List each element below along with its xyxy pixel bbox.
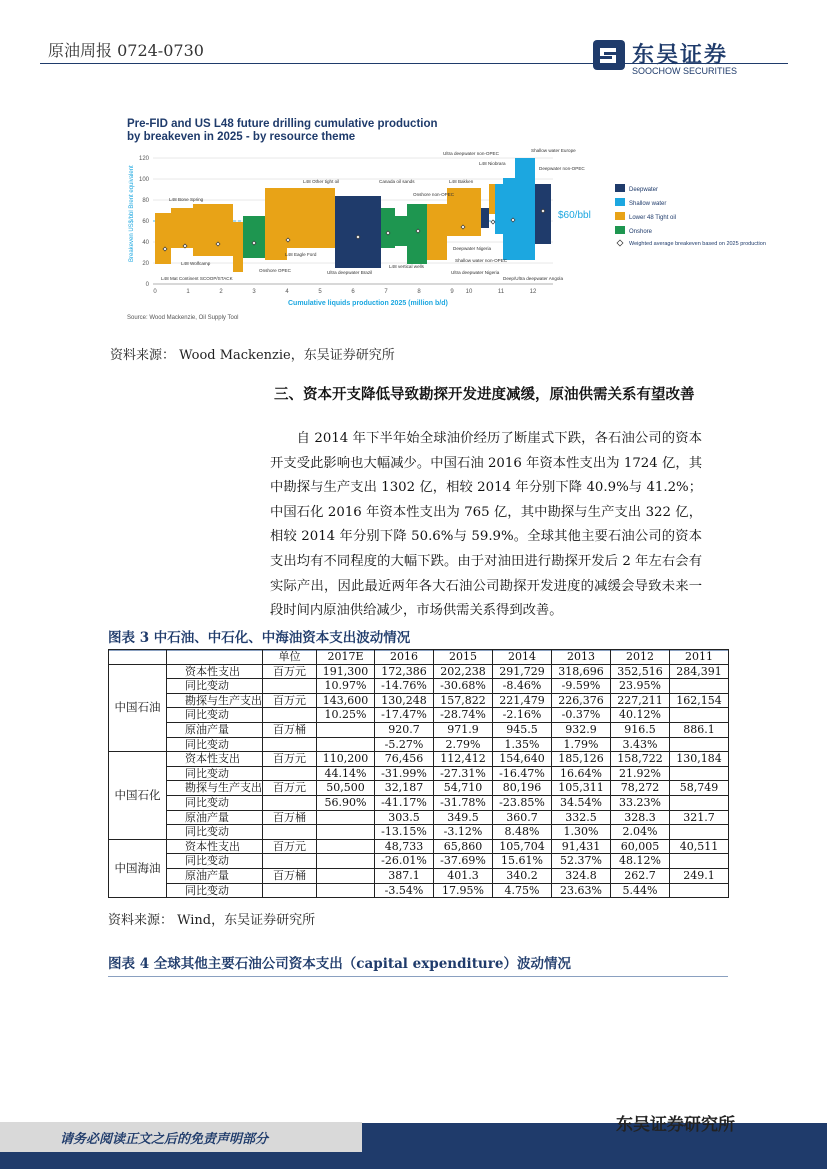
table-row (109, 722, 729, 737)
value-cell: 932.9 (552, 722, 611, 737)
value-cell: 15.61% (493, 854, 552, 869)
breakeven-chart (113, 112, 766, 327)
bar (233, 222, 243, 272)
unit-cell: 百万桶 (263, 868, 317, 883)
bar (243, 216, 265, 258)
value-cell (670, 795, 729, 810)
unit-cell (263, 766, 317, 781)
x-tick: 1 (186, 289, 190, 295)
value-cell: -23.85% (493, 795, 552, 810)
chart-legend (615, 184, 766, 247)
annotation: Deepwater non-OPEC (539, 166, 585, 171)
x-tick: 9 (450, 289, 454, 295)
bar (427, 204, 447, 260)
value-cell: -8.46% (493, 679, 552, 694)
legend-label: Weighted average breakeven based on 2025 production (629, 241, 766, 247)
bar (481, 208, 489, 228)
value-cell: -5.27% (375, 737, 434, 752)
value-cell: 78,272 (611, 781, 670, 796)
value-cell: -3.12% (434, 825, 493, 840)
company-cell: 中国石油 (109, 664, 167, 752)
value-cell: 143,600 (317, 693, 375, 708)
table-row (109, 825, 729, 840)
annotation: L48 Mat Continent SCOOP/STACK (161, 276, 233, 281)
value-cell: 8.48% (493, 825, 552, 840)
unit-cell: 百万元 (263, 693, 317, 708)
value-cell: 105,311 (552, 781, 611, 796)
x-tick: 12 (529, 289, 537, 295)
value-cell: 56.90% (317, 795, 375, 810)
annotation: L48 Bone Spring (169, 197, 204, 202)
chart-xlabel: Cumulative liquids production 2025 (million b/d) (288, 300, 448, 307)
table-header-cell (109, 650, 167, 665)
section-heading: 三、资本开支降低导致勘探开发进度减缓，原油供需关系有望改善 (274, 386, 695, 403)
value-cell: 58,749 (670, 781, 729, 796)
table-row (109, 810, 729, 825)
value-cell: 262.7 (611, 868, 670, 883)
chart-source: Source: Wood Mackenzie, Oil Supply Tool (127, 315, 239, 321)
value-cell: 172,386 (375, 664, 434, 679)
value-cell: 130,184 (670, 752, 729, 767)
value-cell (317, 722, 375, 737)
value-cell: 10.25% (317, 708, 375, 723)
value-cell: 185,126 (552, 752, 611, 767)
value-cell: -41.17% (375, 795, 434, 810)
value-cell: 360.7 (493, 810, 552, 825)
unit-cell (263, 795, 317, 810)
value-cell (670, 825, 729, 840)
value-cell: -27.31% (434, 766, 493, 781)
value-cell: 886.1 (670, 722, 729, 737)
bar (535, 184, 551, 244)
metric-label: 同比变动 (167, 825, 263, 840)
metric-label: 勘探与生产支出 (167, 781, 263, 796)
value-cell: 227,211 (611, 693, 670, 708)
value-cell: 401.3 (434, 868, 493, 883)
x-tick: 10 (465, 289, 473, 295)
annotation: Canada oil sands (379, 179, 415, 184)
bar (265, 188, 287, 260)
value-cell (317, 810, 375, 825)
value-cell: 65,860 (434, 839, 493, 854)
value-cell: -30.68% (434, 679, 493, 694)
unit-cell (263, 708, 317, 723)
unit-cell (263, 737, 317, 752)
metric-label: 同比变动 (167, 737, 263, 752)
metric-label: 同比变动 (167, 883, 263, 898)
x-tick: 0 (153, 289, 157, 295)
bar (489, 184, 495, 214)
table-header-cell: 2012 (611, 650, 670, 665)
value-cell (317, 854, 375, 869)
unit-cell (263, 883, 317, 898)
value-cell: -0.37% (552, 708, 611, 723)
table-row (109, 679, 729, 694)
metric-label: 同比变动 (167, 708, 263, 723)
metric-label: 勘探与生产支出 (167, 693, 263, 708)
table-header-cell: 2017E (317, 650, 375, 665)
table-header-cell (167, 650, 263, 665)
value-cell: 33.23% (611, 795, 670, 810)
company-cell: 中国石化 (109, 752, 167, 840)
value-cell: 76,456 (375, 752, 434, 767)
value-cell: 284,391 (670, 664, 729, 679)
value-cell: -37.69% (434, 854, 493, 869)
value-cell (670, 737, 729, 752)
unit-cell (263, 825, 317, 840)
table-row (109, 854, 729, 869)
bar (155, 213, 171, 264)
annotation: L48 Wolfcamp (181, 261, 211, 266)
table-row (109, 795, 729, 810)
chart-ylabel: Breakeven US$/bbl Brent equivalent (129, 165, 135, 262)
bar (495, 184, 503, 234)
value-cell: 50,500 (317, 781, 375, 796)
value-cell: 971.9 (434, 722, 493, 737)
x-tick: 11 (497, 289, 505, 295)
value-cell: 318,696 (552, 664, 611, 679)
value-cell: 32,187 (375, 781, 434, 796)
bar (193, 204, 233, 256)
table-header-cell: 单位 (263, 650, 317, 665)
value-cell: 34.54% (552, 795, 611, 810)
legend-label: Shallow water (629, 201, 667, 207)
annotation: L48 Bakken (449, 179, 474, 184)
value-cell: -28.74% (434, 708, 493, 723)
value-cell: 44.14% (317, 766, 375, 781)
y-tick: 20 (142, 261, 149, 267)
bar (407, 204, 427, 264)
value-cell: 321.7 (670, 810, 729, 825)
metric-label: 同比变动 (167, 679, 263, 694)
metric-label: 原油产量 (167, 810, 263, 825)
annotation: L48 Other tight oil (303, 179, 340, 184)
value-cell: 40.12% (611, 708, 670, 723)
value-cell: 324.8 (552, 868, 611, 883)
value-cell: 349.5 (434, 810, 493, 825)
logo-chinese-name: 东吴证券 (632, 43, 729, 68)
table-source: 资料来源： Wind，东吴证券研究所 (108, 913, 316, 928)
value-cell: 48,733 (375, 839, 434, 854)
table-header-cell: 2016 (375, 650, 434, 665)
logo-mark-icon (592, 38, 626, 72)
bar (381, 208, 395, 248)
chart-title-line1: Pre-FID and US L48 future drilling cumulative production (127, 118, 438, 130)
unit-cell (263, 679, 317, 694)
bar (335, 196, 381, 268)
value-cell: 48.12% (611, 854, 670, 869)
value-cell (317, 868, 375, 883)
value-cell: 40,511 (670, 839, 729, 854)
annotation: Onshore OPEC (259, 268, 291, 273)
value-cell: -2.16% (493, 708, 552, 723)
value-cell: 303.5 (375, 810, 434, 825)
value-cell (670, 679, 729, 694)
value-cell: 249.1 (670, 868, 729, 883)
annotation: L48 vertical wells (389, 264, 424, 269)
value-cell: 91,431 (552, 839, 611, 854)
y-tick: 0 (145, 282, 149, 288)
table-row (109, 781, 729, 796)
value-cell: 4.75% (493, 883, 552, 898)
x-tick: 5 (318, 289, 322, 295)
value-cell: -17.47% (375, 708, 434, 723)
value-cell: 221,479 (493, 693, 552, 708)
value-cell: 332.5 (552, 810, 611, 825)
price-line-label: $60/bbl (558, 210, 591, 221)
metric-label: 资本性支出 (167, 664, 263, 679)
value-cell: 916.5 (611, 722, 670, 737)
y-tick: 100 (138, 177, 149, 183)
metric-label: 资本性支出 (167, 752, 263, 767)
table-row (109, 693, 729, 708)
annotation: Ultra deepwater Brazil (327, 270, 373, 275)
value-cell: 162,154 (670, 693, 729, 708)
value-cell: 54,710 (434, 781, 493, 796)
y-tick: 80 (142, 198, 149, 204)
table-row (109, 752, 729, 767)
value-cell: 328.3 (611, 810, 670, 825)
x-tick: 2 (219, 289, 223, 295)
y-tick: 60 (142, 219, 149, 225)
value-cell: 1.35% (493, 737, 552, 752)
value-cell: 17.95% (434, 883, 493, 898)
x-tick: 7 (384, 289, 388, 295)
bar (515, 158, 535, 260)
figure3-title: 图表 3 中石油、中石化、中海油资本支出波动情况 (108, 626, 728, 651)
table-row (109, 664, 729, 679)
metric-label: 同比变动 (167, 854, 263, 869)
value-cell: 23.95% (611, 679, 670, 694)
table-row (109, 868, 729, 883)
unit-cell: 百万元 (263, 839, 317, 854)
value-cell: 157,822 (434, 693, 493, 708)
value-cell: 23.63% (552, 883, 611, 898)
unit-cell (263, 854, 317, 869)
value-cell: -3.54% (375, 883, 434, 898)
annotation: Ultra deepwater Nigeria (451, 270, 500, 275)
value-cell (317, 883, 375, 898)
value-cell: -31.78% (434, 795, 493, 810)
annotation: L48 Niobrara (479, 161, 506, 166)
value-cell: 352,516 (611, 664, 670, 679)
annotation: Shallow water Europe (531, 148, 576, 153)
report-title: 原油周报 0724-0730 (48, 41, 204, 60)
bar (171, 208, 193, 248)
value-cell: -9.59% (552, 679, 611, 694)
value-cell: 3.43% (611, 737, 670, 752)
y-tick: 120 (138, 156, 149, 162)
value-cell: 158,722 (611, 752, 670, 767)
value-cell: 21.92% (611, 766, 670, 781)
value-cell: 60,005 (611, 839, 670, 854)
value-cell: 16.64% (552, 766, 611, 781)
figure-source: 资料来源： Wood Mackenzie，东吴证券研究所 (110, 348, 395, 363)
chart-bars (155, 158, 551, 272)
footer-disclaimer: 请务必阅读正文之后的免责声明部分 (60, 1132, 269, 1147)
legend-label: Onshore (629, 229, 653, 235)
table-row (109, 839, 729, 854)
chart-title-line2: by breakeven in 2025 - by resource theme (127, 131, 356, 143)
value-cell (317, 839, 375, 854)
value-cell: 920.7 (375, 722, 434, 737)
table-header-row (109, 650, 729, 665)
logo-english-name: SOOCHOW SECURITIES (632, 66, 738, 76)
company-logo (592, 38, 762, 76)
metric-label: 同比变动 (167, 766, 263, 781)
x-tick: 3 (252, 289, 256, 295)
x-tick: 4 (285, 289, 289, 295)
unit-cell: 百万元 (263, 752, 317, 767)
table-header-cell: 2014 (493, 650, 552, 665)
table-header-cell: 2011 (670, 650, 729, 665)
figure4-title: 图表 4 全球其他主要石油公司资本支出（capital expenditure）波动情况 (108, 952, 728, 977)
value-cell (317, 737, 375, 752)
value-cell (670, 766, 729, 781)
value-cell: 1.79% (552, 737, 611, 752)
y-tick: 40 (142, 240, 149, 246)
unit-cell: 百万桶 (263, 722, 317, 737)
value-cell: 105,704 (493, 839, 552, 854)
value-cell: 2.04% (611, 825, 670, 840)
annotation: Deepwater Nigeria (453, 246, 492, 251)
value-cell: 291,729 (493, 664, 552, 679)
value-cell: -26.01% (375, 854, 434, 869)
value-cell (670, 708, 729, 723)
metric-label: 原油产量 (167, 868, 263, 883)
value-cell: 2.79% (434, 737, 493, 752)
value-cell (670, 854, 729, 869)
value-cell: 226,376 (552, 693, 611, 708)
legend-label: Lower 48 Tight oil (629, 215, 677, 221)
bar (287, 188, 335, 248)
table-header-cell: 2013 (552, 650, 611, 665)
value-cell: -14.76% (375, 679, 434, 694)
value-cell: 52.37% (552, 854, 611, 869)
x-tick: 8 (417, 289, 421, 295)
annotation: Onshore non-OPEC (413, 192, 455, 197)
value-cell: 1.30% (552, 825, 611, 840)
bar (395, 216, 407, 246)
value-cell: 80,196 (493, 781, 552, 796)
annotation: L48 Eagle Ford (285, 252, 317, 257)
value-cell: 110,200 (317, 752, 375, 767)
unit-cell: 百万桶 (263, 810, 317, 825)
annotation: Shallow water non-OPEC (455, 258, 508, 263)
value-cell: -13.15% (375, 825, 434, 840)
metric-label: 资本性支出 (167, 839, 263, 854)
table-header-cell: 2015 (434, 650, 493, 665)
value-cell (317, 825, 375, 840)
capex-table (108, 649, 728, 898)
metric-label: 同比变动 (167, 795, 263, 810)
unit-cell: 百万元 (263, 664, 317, 679)
value-cell (670, 883, 729, 898)
table-row (109, 766, 729, 781)
metric-label: 原油产量 (167, 722, 263, 737)
value-cell: 112,412 (434, 752, 493, 767)
value-cell: -31.99% (375, 766, 434, 781)
company-cell: 中国海油 (109, 839, 167, 897)
body-paragraph: 自 2014 年下半年始全球油价经历了断崖式下跌，各石油公司的资本开支受此影响也大幅减少。中国石油 2016 年资本性支出为 1724 亿，其中勘探与生产支出 1302 亿，相较 2014 年分别下降 40.9%与 41.2%；中国石化 2016 年资本性支出为 765 亿，其中勘探与生产支出 322 亿，相较 2014 年分别下降 50.6%与 59.9%。全球其他主要石油公司的资本支出均有不同程度的大幅下跌。由于对油田进行勘探开发后 2 年左右会有实际产出，因此最近两年各大石油公司勘探开发进度的减缓会导致未来一段时间内原油供给减少，市场供需关系得到改善。 (270, 431, 702, 619)
value-cell: 191,300 (317, 664, 375, 679)
annotation: Ultra deepwater non-OPEC (443, 151, 499, 156)
table-row (109, 883, 729, 898)
value-cell: 202,238 (434, 664, 493, 679)
value-cell: 387.1 (375, 868, 434, 883)
value-cell: 154,640 (493, 752, 552, 767)
table-row (109, 708, 729, 723)
value-cell: 945.5 (493, 722, 552, 737)
value-cell: 10.97% (317, 679, 375, 694)
value-cell: 340.2 (493, 868, 552, 883)
unit-cell: 百万元 (263, 781, 317, 796)
x-tick: 6 (351, 289, 355, 295)
value-cell: -16.47% (493, 766, 552, 781)
legend-label: Deepwater (629, 187, 659, 193)
value-cell: 130,248 (375, 693, 434, 708)
annotation: Deep/Ultra deepwater Angola (503, 276, 564, 281)
footer-org-name: 东吴证券研究所 (616, 1115, 735, 1135)
value-cell: 5.44% (611, 883, 670, 898)
table-row (109, 737, 729, 752)
